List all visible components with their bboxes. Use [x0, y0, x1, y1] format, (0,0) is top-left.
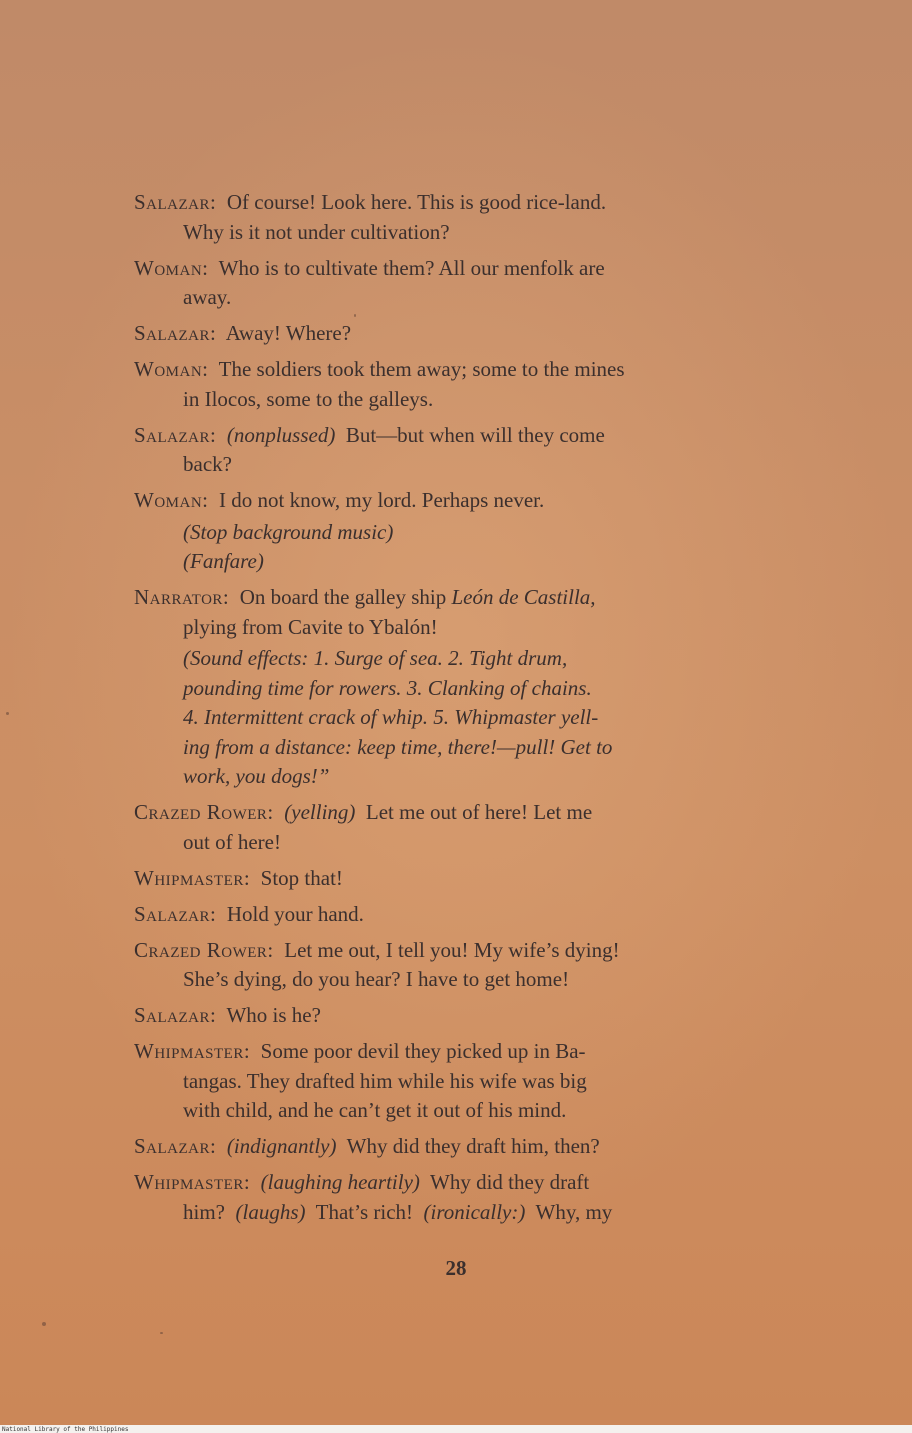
footer-credit: National Library of the Philippines — [2, 1426, 129, 1433]
speech-woman — [134, 355, 786, 414]
speaker-name: Crazed Rower: — [134, 800, 274, 824]
speech-line: Who is to cultivate them? All our menfolk are — [218, 255, 605, 280]
stage-direction: (Stop background music) — [183, 519, 394, 544]
speech-salazar — [134, 900, 786, 930]
speech-salazar — [134, 1132, 786, 1162]
sound-effects-direction — [134, 644, 786, 792]
speaker-name: Whipmaster: — [134, 1170, 251, 1194]
speck-mark — [42, 1322, 46, 1326]
ship-name: León de Castilla, — [451, 585, 596, 609]
speech-line: Why, my — [535, 1199, 613, 1224]
stage-direction: ing from a distance: keep time, there!—pull! Get to — [183, 734, 613, 759]
speech-line: Let me out of here! Let me — [365, 800, 593, 824]
speech-line: away. — [183, 285, 232, 309]
stage-direction: pounding time for rowers. 3. Clanking of chains. — [183, 675, 592, 700]
speaker-name: Salazar: — [134, 321, 217, 345]
speaker-name: Salazar: — [134, 901, 217, 926]
stage-direction: (laughs) — [235, 1199, 306, 1224]
speech-line: with child, and he can’t get it out of his mind. — [183, 1098, 567, 1122]
stage-direction: (Fanfare) — [183, 549, 264, 573]
stage-directions — [134, 518, 786, 577]
speech-line: out of here! — [183, 829, 281, 854]
speech-line: Why is it not under cultivation? — [183, 219, 450, 244]
speech-line: She’s dying, do you hear? I have to get home! — [183, 967, 570, 991]
speech-line: Away! Where? — [225, 321, 352, 345]
speech-whipmaster — [134, 1037, 786, 1126]
stage-direction: (nonplussed) — [226, 422, 336, 447]
speech-line: Stop that! — [260, 865, 343, 890]
stage-direction: (ironically:) — [423, 1199, 526, 1224]
speech-crazed-rower — [134, 798, 786, 857]
speech-line: But—but when will they come — [345, 422, 605, 447]
stage-direction: 4. Intermittent crack of whip. 5. Whipmaster yell- — [183, 705, 599, 729]
speck-mark — [160, 1332, 163, 1334]
speaker-name: Salazar: — [134, 422, 217, 447]
speech-line: in Ilocos, some to the galleys. — [183, 386, 434, 411]
speaker-name: Narrator: — [134, 585, 230, 609]
script-text — [134, 188, 786, 1234]
footer-strip — [0, 1425, 912, 1433]
speech-line: him? — [183, 1199, 225, 1224]
stage-direction: (Sound effects: 1. Surge of sea. 2. Tight drum, — [183, 646, 568, 670]
speech-line: Who is he? — [226, 1003, 321, 1027]
stage-direction: (yelling) — [284, 800, 356, 824]
speaker-name: Whipmaster: — [134, 1039, 251, 1063]
page-number: 28 — [445, 1256, 467, 1280]
speech-line: On board the galley ship — [239, 585, 447, 609]
speaker-name: Woman: — [134, 255, 209, 280]
speech-crazed-rower — [134, 936, 786, 995]
speaker-name: Salazar: — [134, 1003, 217, 1027]
speech-woman — [134, 486, 786, 516]
speaker-name: Salazar: — [134, 1134, 217, 1158]
speech-line: Why did they draft — [430, 1170, 590, 1194]
speech-line: That’s rich! — [315, 1199, 414, 1224]
speech-line: tangas. They drafted him while his wife was big — [183, 1068, 587, 1093]
speech-woman — [134, 254, 786, 313]
speech-line: Hold your hand. — [226, 901, 364, 926]
speech-whipmaster — [134, 864, 786, 894]
speech-narrator — [134, 583, 786, 642]
speech-line: plying from Cavite to Ybalón! — [183, 614, 438, 639]
speaker-name: Woman: — [134, 488, 209, 512]
speech-line: Why did they draft him, then? — [346, 1134, 600, 1158]
speaker-name: Salazar: — [134, 190, 217, 214]
speaker-name: Crazed Rower: — [134, 937, 274, 962]
speech-line: Of course! Look here. This is good rice-land. — [226, 190, 607, 214]
stage-direction: work, you dogs!” — [183, 764, 330, 788]
speech-line: Let me out, I tell you! My wife’s dying! — [284, 937, 620, 962]
speech-salazar — [134, 319, 786, 349]
speech-whipmaster — [134, 1168, 786, 1227]
speech-salazar — [134, 1001, 786, 1031]
speck-mark — [6, 712, 9, 715]
speech-line: The soldiers took them away; some to the mines — [218, 357, 625, 381]
speech-salazar — [134, 421, 786, 480]
speech-line: Some poor devil they picked up in Ba- — [260, 1039, 586, 1063]
speech-line: I do not know, my lord. Perhaps never. — [219, 488, 545, 512]
stage-direction: (indignantly) — [226, 1134, 337, 1158]
speech-salazar — [134, 188, 786, 247]
speech-line: back? — [183, 452, 232, 476]
speaker-name: Whipmaster: — [134, 865, 251, 890]
speaker-name: Woman: — [134, 357, 209, 381]
stage-direction: (laughing heartily) — [260, 1170, 420, 1194]
